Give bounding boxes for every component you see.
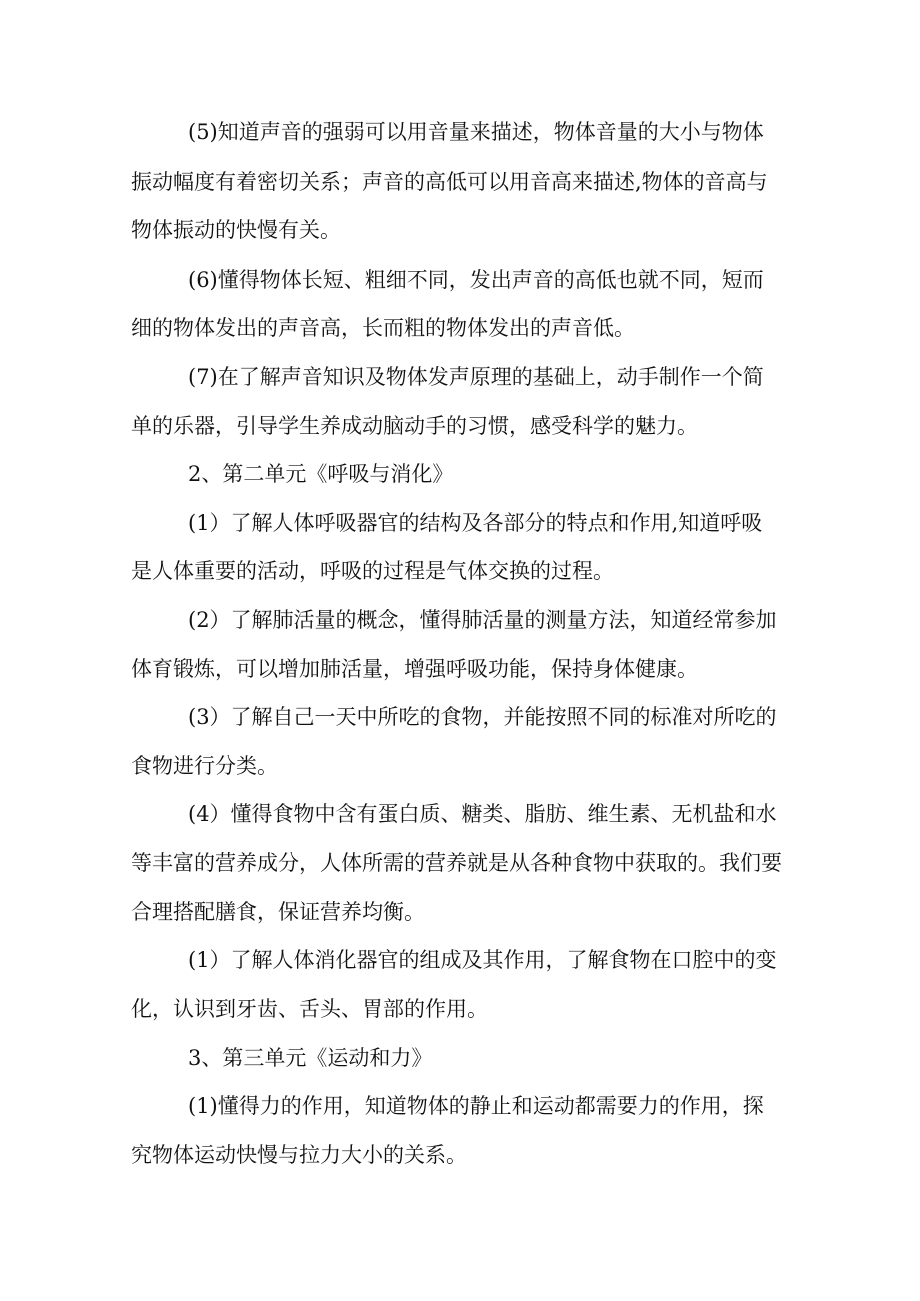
text-line: (5)知道声音的强弱可以用音量来描述，物体音量的大小与物体 (188, 120, 764, 144)
text-line: 合理搭配膳食，保证营养均衡。 (131, 900, 425, 924)
text-line: 等丰富的营养成分，人体所需的营养就是从各种食物中获取的。我们要 (131, 851, 782, 875)
text-line: (1)懂得力的作用，知道物体的静止和运动都需要力的作用，探 (188, 1094, 764, 1118)
text-line: (1）了解人体呼吸器官的结构及各部分的特点和作用,知道呼吸 (188, 511, 763, 535)
text-line: (3）了解自己一天中所吃的食物，并能按照不同的标准对所吃的 (188, 705, 777, 729)
section-heading: 3、第三单元《运动和力》 (188, 1046, 433, 1070)
text-line: (1）了解人体消化器官的组成及其作用，了解食物在口腔中的变 (188, 948, 777, 972)
text-line: 细的物体发出的声音高，长而粗的物体发出的声音低。 (131, 316, 635, 340)
text-line: 食物进行分类。 (131, 754, 278, 778)
text-line: 振动幅度有着密切关系；声音的高低可以用音高来描述,物体的音高与 (131, 170, 768, 194)
text-line: 单的乐器，引导学生养成动脑动手的习惯，感受科学的魅力。 (131, 414, 698, 438)
text-line: (4）懂得食物中含有蛋白质、糖类、脂肪、维生素、无机盐和水 (188, 802, 777, 826)
text-line: 化，认识到牙齿、舌头、胃部的作用。 (131, 997, 488, 1021)
text-line: (2）了解肺活量的概念，懂得肺活量的测量方法，知道经常参加 (188, 608, 777, 632)
section-heading: 2、第二单元《呼吸与消化》 (188, 462, 454, 486)
text-line: (7)在了解声音知识及物体发声原理的基础上，动手制作一个简 (188, 365, 764, 389)
text-line: 究物体运动快慢与拉力大小的关系。 (131, 1143, 467, 1167)
text-line: (6)懂得物体长短、粗细不同，发出声音的高低也就不同，短而 (188, 268, 764, 292)
text-line: 物体振动的快慢有关。 (131, 218, 341, 242)
text-line: 体育锻炼，可以增加肺活量，增强呼吸功能，保持身体健康。 (131, 657, 698, 681)
text-line: 是人体重要的活动，呼吸的过程是气体交换的过程。 (131, 559, 614, 583)
